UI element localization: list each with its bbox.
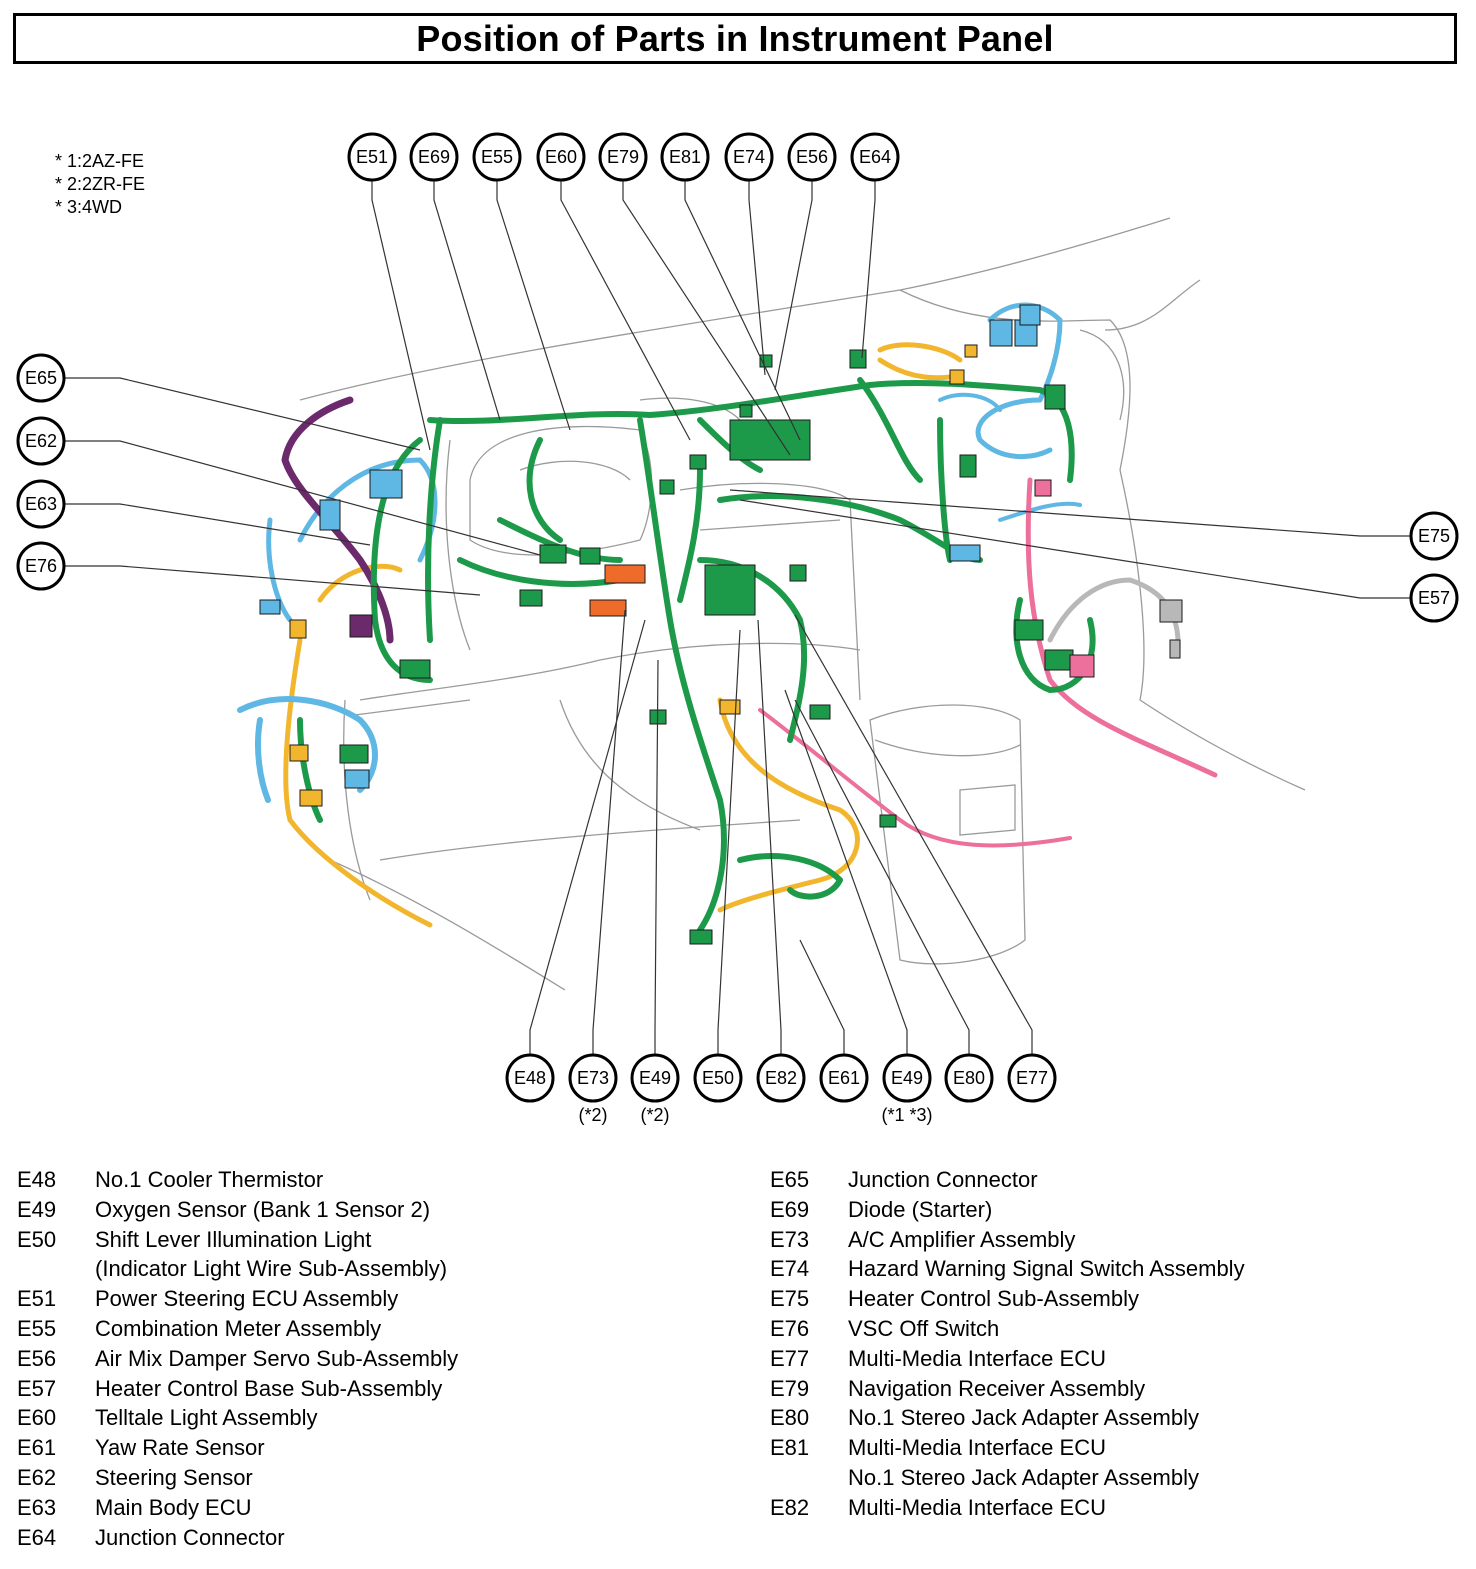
legend-code: E55 [17,1315,57,1341]
callout-e60 [538,134,584,180]
legend-code: E64 [17,1524,57,1550]
note-2: * 2:2ZR-FE [55,174,146,194]
panel-outline [300,218,1305,990]
legend-left [17,1165,458,1552]
legend-code: E74 [770,1256,810,1282]
legend-desc: VSC Off Switch [848,1315,1000,1341]
leader-e48 [530,620,645,1055]
leader-e65 [65,378,420,450]
legend-desc: Oxygen Sensor (Bank 1 Sensor 2) [95,1196,431,1222]
legend-desc: Multi-Media Interface ECU [848,1435,1106,1461]
legend-desc: Heater Control Sub-Assembly [848,1286,1140,1312]
legend-desc: Heater Control Base Sub-Assembly [95,1375,443,1401]
legend-row [770,1284,1245,1314]
callout-label: E81 [668,147,702,167]
legend-row [770,1403,1245,1433]
leader-e75 [730,490,1410,536]
legend-code: E57 [17,1375,57,1401]
legend-row [17,1284,458,1314]
legend-row [17,1493,458,1523]
leader-e55 [497,180,570,430]
legend-code: E61 [17,1435,57,1461]
legend-code: E79 [770,1375,810,1401]
note-3: * 3:4WD [55,197,123,217]
legend-desc: Steering Sensor [95,1464,253,1490]
callout-label: E51 [355,147,389,167]
callout-label: E56 [795,147,829,167]
legend-code: E48 [17,1167,57,1192]
legend-desc: (Indicator Light Wire Sub-Assembly) [95,1256,448,1282]
callout-e50 [695,1055,741,1101]
callout-label: E49 [638,1068,672,1088]
callout-label: E75 [1417,526,1451,546]
callout-e48 [507,1055,553,1101]
legend-desc: Junction Connector [848,1167,1038,1192]
legend-code: E76 [770,1315,810,1341]
callout-note: (*2) [578,1105,608,1125]
legend-row [17,1374,458,1404]
legend-code: E75 [770,1286,810,1312]
legend-desc: Combination Meter Assembly [95,1315,382,1341]
leader-e82 [758,620,781,1055]
legend-desc: Air Mix Damper Servo Sub-Assembly [95,1345,459,1371]
legend-row [770,1493,1245,1523]
callout-circles [18,134,1457,1125]
callout-e82 [758,1055,804,1101]
callout-e49-b [881,1055,932,1125]
legend-desc: Multi-Media Interface ECU [848,1345,1106,1371]
callout-e64 [852,134,898,180]
legend-code: E51 [17,1286,57,1312]
callout-e62 [18,418,64,464]
legend-desc: No.1 Stereo Jack Adapter Assembly [848,1405,1199,1431]
legend-row [17,1433,458,1463]
legend-code: E56 [17,1345,57,1371]
callout-label: E65 [24,368,58,388]
leader-e77 [795,615,1032,1055]
legend-code: E63 [17,1494,57,1520]
callout-e61 [821,1055,867,1101]
callout-label: E49 [890,1068,924,1088]
legend-row [17,1195,458,1225]
callout-label: E69 [417,147,451,167]
callout-label: E82 [764,1068,798,1088]
legend-code: E73 [770,1226,810,1252]
legend-desc: Diode (Starter) [848,1196,993,1222]
legend-desc: Navigation Receiver Assembly [848,1375,1146,1401]
legend-row [17,1403,458,1433]
legend-row [770,1254,1245,1284]
callout-label: E73 [576,1068,610,1088]
legend-row [770,1225,1245,1255]
legend-row [17,1344,458,1374]
legend-code: E77 [770,1345,810,1371]
callout-label: E80 [952,1068,986,1088]
callout-label: E48 [513,1068,547,1088]
callout-label: E77 [1015,1068,1049,1088]
callout-e75 [1411,513,1457,559]
leader-e64 [862,180,875,358]
legend-desc: Telltale Light Assembly [95,1405,318,1431]
legend-row [770,1314,1245,1344]
legend-row [770,1374,1245,1404]
legend-code: E60 [17,1405,57,1431]
legend-code: E69 [770,1196,810,1222]
legend-row [770,1433,1245,1463]
callout-label: E57 [1417,588,1451,608]
callout-e74 [726,134,772,180]
legend-desc: Power Steering ECU Assembly [95,1286,399,1312]
wire-harnesses [240,305,1215,930]
legend-desc: Junction Connector [95,1524,285,1550]
legend-desc: A/C Amplifier Assembly [848,1226,1076,1252]
callout-label: E61 [827,1068,861,1088]
legend-row [17,1523,458,1553]
legend-desc: No.1 Cooler Thermistor [95,1167,324,1192]
legend-desc: Hazard Warning Signal Switch Assembly [848,1256,1245,1282]
leader-e61 [800,940,844,1055]
legend-row [17,1225,458,1255]
callout-label: E76 [24,556,58,576]
note-1: * 1:2AZ-FE [55,151,145,171]
leader-e69 [434,180,500,420]
callout-e77 [1009,1055,1055,1101]
leader-lines [65,180,1410,1055]
legend-row [17,1165,458,1195]
leader-e51 [372,180,430,450]
legend-row [770,1463,1245,1493]
callout-e73 [570,1055,616,1125]
legend-code: E80 [770,1405,810,1431]
callout-e63 [18,481,64,527]
callout-label: E79 [606,147,640,167]
legend-code: E65 [770,1167,810,1192]
leader-e74 [749,180,765,375]
legend-desc: Main Body ECU [95,1494,252,1520]
callout-e55 [474,134,520,180]
legend-desc: Multi-Media Interface ECU [848,1494,1106,1520]
legend-code [770,1463,848,1493]
callout-e79 [600,134,646,180]
legend-row [770,1344,1245,1374]
legend-row [17,1314,458,1344]
callout-label: E64 [858,147,892,167]
legend-code: E50 [17,1226,57,1252]
legend-code [17,1254,95,1284]
legend-desc: Yaw Rate Sensor [95,1435,265,1461]
callout-note: (*2) [640,1105,670,1125]
leader-e60 [561,180,690,440]
callout-label: E50 [701,1068,735,1088]
legend-code: E82 [770,1494,810,1520]
legend-row [17,1463,458,1493]
callout-e81 [662,134,708,180]
callout-e51 [349,134,395,180]
callout-e56 [789,134,835,180]
legend-row [17,1254,458,1284]
legend-row [770,1165,1245,1195]
callout-e49-a [632,1055,678,1125]
legend-right [770,1165,1245,1523]
callout-label: E63 [24,494,58,514]
callout-note: (*1 *3) [881,1105,933,1125]
callout-label: E55 [480,147,514,167]
legend-code: E49 [17,1196,57,1222]
leader-e56 [775,180,812,390]
callout-label: E74 [732,147,766,167]
callout-e80 [946,1055,992,1101]
callout-e76 [18,543,64,589]
legend-row [770,1195,1245,1225]
legend-code: E81 [770,1435,810,1461]
page-title: Position of Parts in Instrument Panel [416,17,1054,59]
callout-label: E62 [24,431,58,451]
callout-e69 [411,134,457,180]
legend-desc: Shift Lever Illumination Light [95,1226,372,1252]
callout-e57 [1411,575,1457,621]
legend-code: E62 [17,1464,57,1490]
callout-e65 [18,355,64,401]
callout-label: E60 [544,147,578,167]
legend-desc: No.1 Stereo Jack Adapter Assembly [848,1464,1199,1490]
